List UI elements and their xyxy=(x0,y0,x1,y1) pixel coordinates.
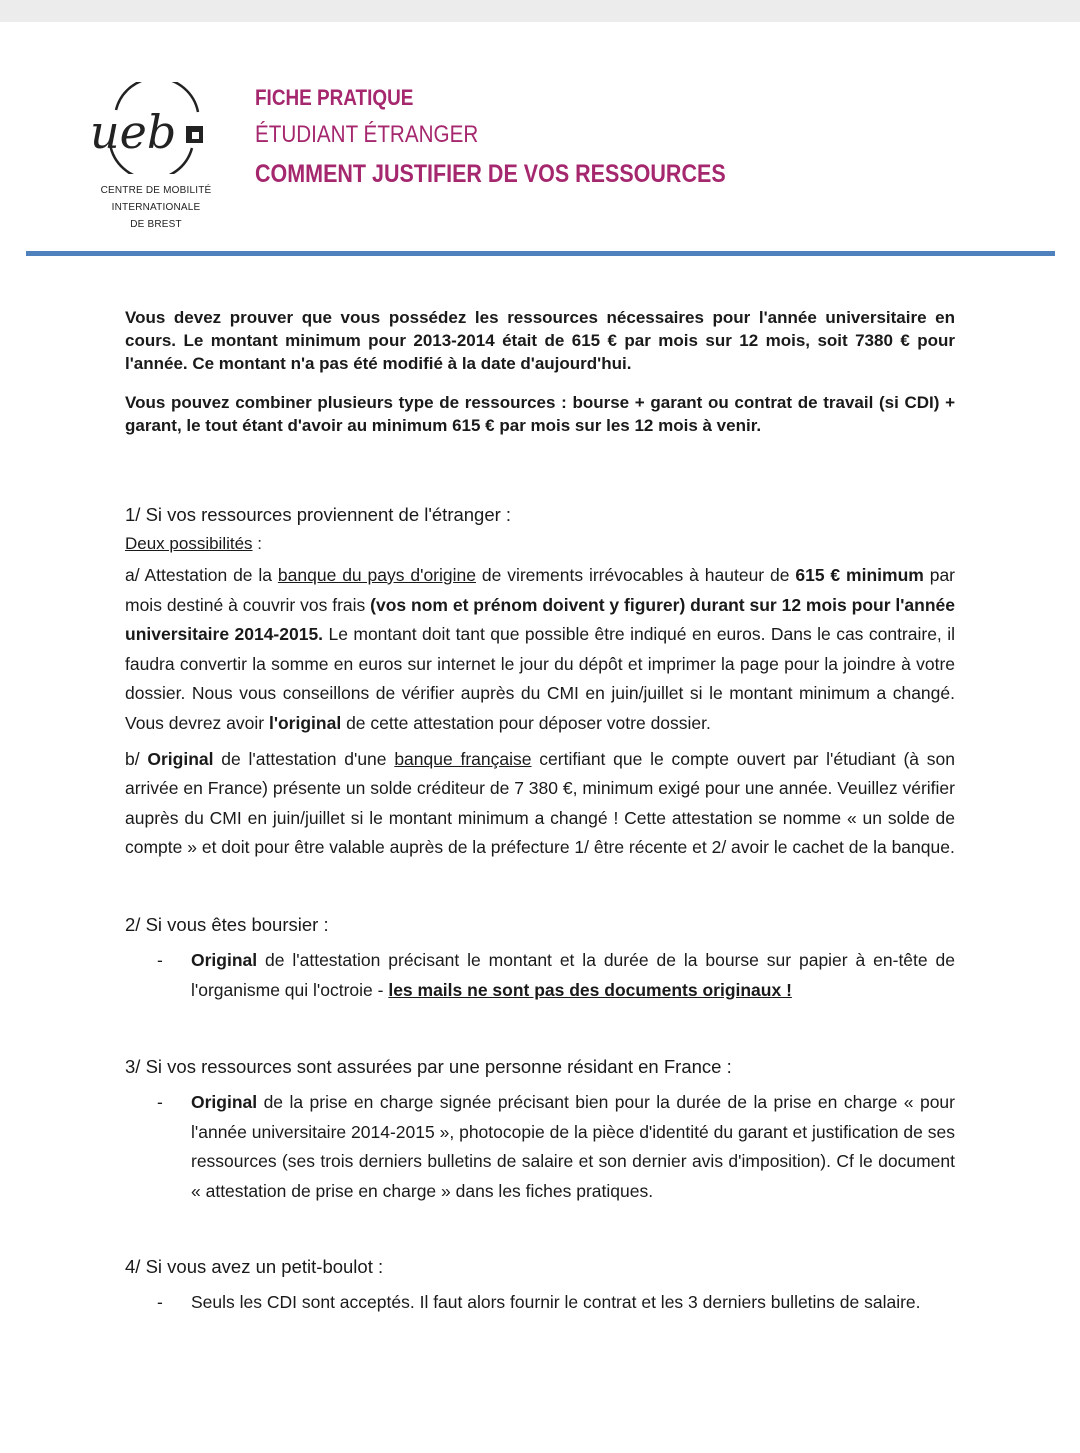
section-3-item xyxy=(125,1088,955,1206)
possibilities-text: Deux possibilités xyxy=(125,534,253,553)
possibilities-colon: : xyxy=(252,534,263,553)
dash-bullet: - xyxy=(157,1092,163,1113)
option-a-details: Le montant doit tant que possible être indiqué en euros. Dans le cas contraire, il faudra convertir la somme en euros sur internet le jour du dépôt et imprimer la page pour la joindre à votre dossier. Nous vous conseillons de vérifier auprès du CMI en juin/juillet si le montant minimum a changé. Vous devrez avoir xyxy=(125,624,955,733)
page-title: COMMENT JUSTIFIER DE VOS RESSOURCES xyxy=(255,160,726,188)
dash-bullet: - xyxy=(157,1291,163,1312)
caption-line: CENTRE DE MOBILITÉ xyxy=(100,185,212,196)
section-2-text: de l'attestation précisant le montant et la durée de la bourse sur papier à en-tête de l'organisme qui l'octroie - xyxy=(191,949,955,1000)
intro-paragraph: Vous devez prouver que vous possédez les ressources nécessaires pour l'année universitaire en cours. Le montant minimum pour 2013-2014 était de 615 € par mois sur 12 mois, soit 7380 € pour l'année. Ce montant n'a pas été modifié à la date d'aujourd'hui. xyxy=(125,308,955,373)
title-fiche-pratique: FICHE PRATIQUE xyxy=(255,85,414,110)
option-a-paragraph xyxy=(125,561,955,739)
dash-bullet: - xyxy=(157,949,163,970)
document-page xyxy=(0,22,1080,1453)
ueb-logo-icon xyxy=(88,82,218,174)
document-body xyxy=(125,306,955,1317)
option-a-text: de virements irrévocables à hauteur de xyxy=(476,565,796,585)
section-4-item xyxy=(125,1288,955,1318)
emails-warning: les mails ne sont pas des documents originaux ! xyxy=(388,979,792,1000)
option-a-prefix: a/ Attestation de la xyxy=(125,565,278,585)
original-emphasis: Original xyxy=(191,1092,258,1113)
caption-line: DE BREST xyxy=(130,219,182,230)
title-etudiant-etranger: ÉTUDIANT ÉTRANGER xyxy=(255,121,479,148)
possibilities-label xyxy=(125,532,955,556)
option-b-prefix: b/ xyxy=(125,748,148,769)
caption-line: INTERNATIONALE xyxy=(111,202,201,213)
option-a-end: de cette attestation pour déposer votre dossier. xyxy=(341,712,711,733)
section-2-heading: 2/ Si vous êtes boursier : xyxy=(125,913,329,935)
french-bank-text: banque française xyxy=(394,748,532,769)
logo-caption xyxy=(88,182,224,233)
option-b-paragraph xyxy=(125,745,955,863)
header-titles xyxy=(255,84,802,196)
original-emphasis: Original xyxy=(147,748,214,769)
section-4-text: Seuls les CDI sont acceptés. Il faut alors fournir le contrat et les 3 derniers bulletins de salaire. xyxy=(191,1291,921,1312)
option-a-text-2: par mois destiné à couvrir vos frais xyxy=(125,565,955,615)
minimum-amount: 615 € minimum xyxy=(795,565,924,585)
intro-paragraph-combine: Vous pouvez combiner plusieurs type de ressources : bourse + garant ou contrat de travail (si CDI) + garant, le tout étant d'avoir au minimum 615 € par mois sur les 12 mois à venir. xyxy=(125,393,955,435)
original-emphasis: Original xyxy=(191,949,258,970)
option-b-details: certifiant que le compte ouvert par l'étudiant (à son arrivée en France) présente un solde créditeur de 7 380 €, minimum exigé pour une année. Veuillez vérifier auprès du CMI en juin/juillet si le montant minimum a changé ! Cette attestation se nomme « un solde de compte » et doit pour être valable auprès de la préfecture 1/ être récente et 2/ avoir le cachet de la banque. xyxy=(125,748,955,858)
header-divider xyxy=(26,251,1055,256)
option-b-text: de l'attestation d'une xyxy=(213,748,395,769)
section-2-item xyxy=(125,946,955,1005)
logo-letters: ueb xyxy=(90,105,177,159)
names-requirement: (vos nom et prénom doivent y figurer) durant sur 12 mois pour l'année universitaire 2014-2015. xyxy=(125,594,955,645)
origin-bank-text: banque du pays d'origine xyxy=(277,565,476,585)
section-1-heading: 1/ Si vos ressources proviennent de l'étranger : xyxy=(125,504,512,525)
section-3-heading: 3/ Si vos ressources sont assurées par une personne résidant en France : xyxy=(125,1056,732,1078)
ueb-logo xyxy=(88,82,218,242)
section-3-text: de la prise en charge signée précisant bien pour la durée de la prise en charge « pour l'année universitaire 2014-2015 », photocopie de la pièce d'identité du garant et justification de ses ressources (ses trois derniers bulletins de salaire et son dernier avis d'imposition). Cf le document « attestation de prise en charge » dans les fiches pratiques. xyxy=(191,1092,955,1201)
original-emphasis: l'original xyxy=(268,712,342,733)
section-4-heading: 4/ Si vous avez un petit-boulot : xyxy=(125,1255,384,1277)
